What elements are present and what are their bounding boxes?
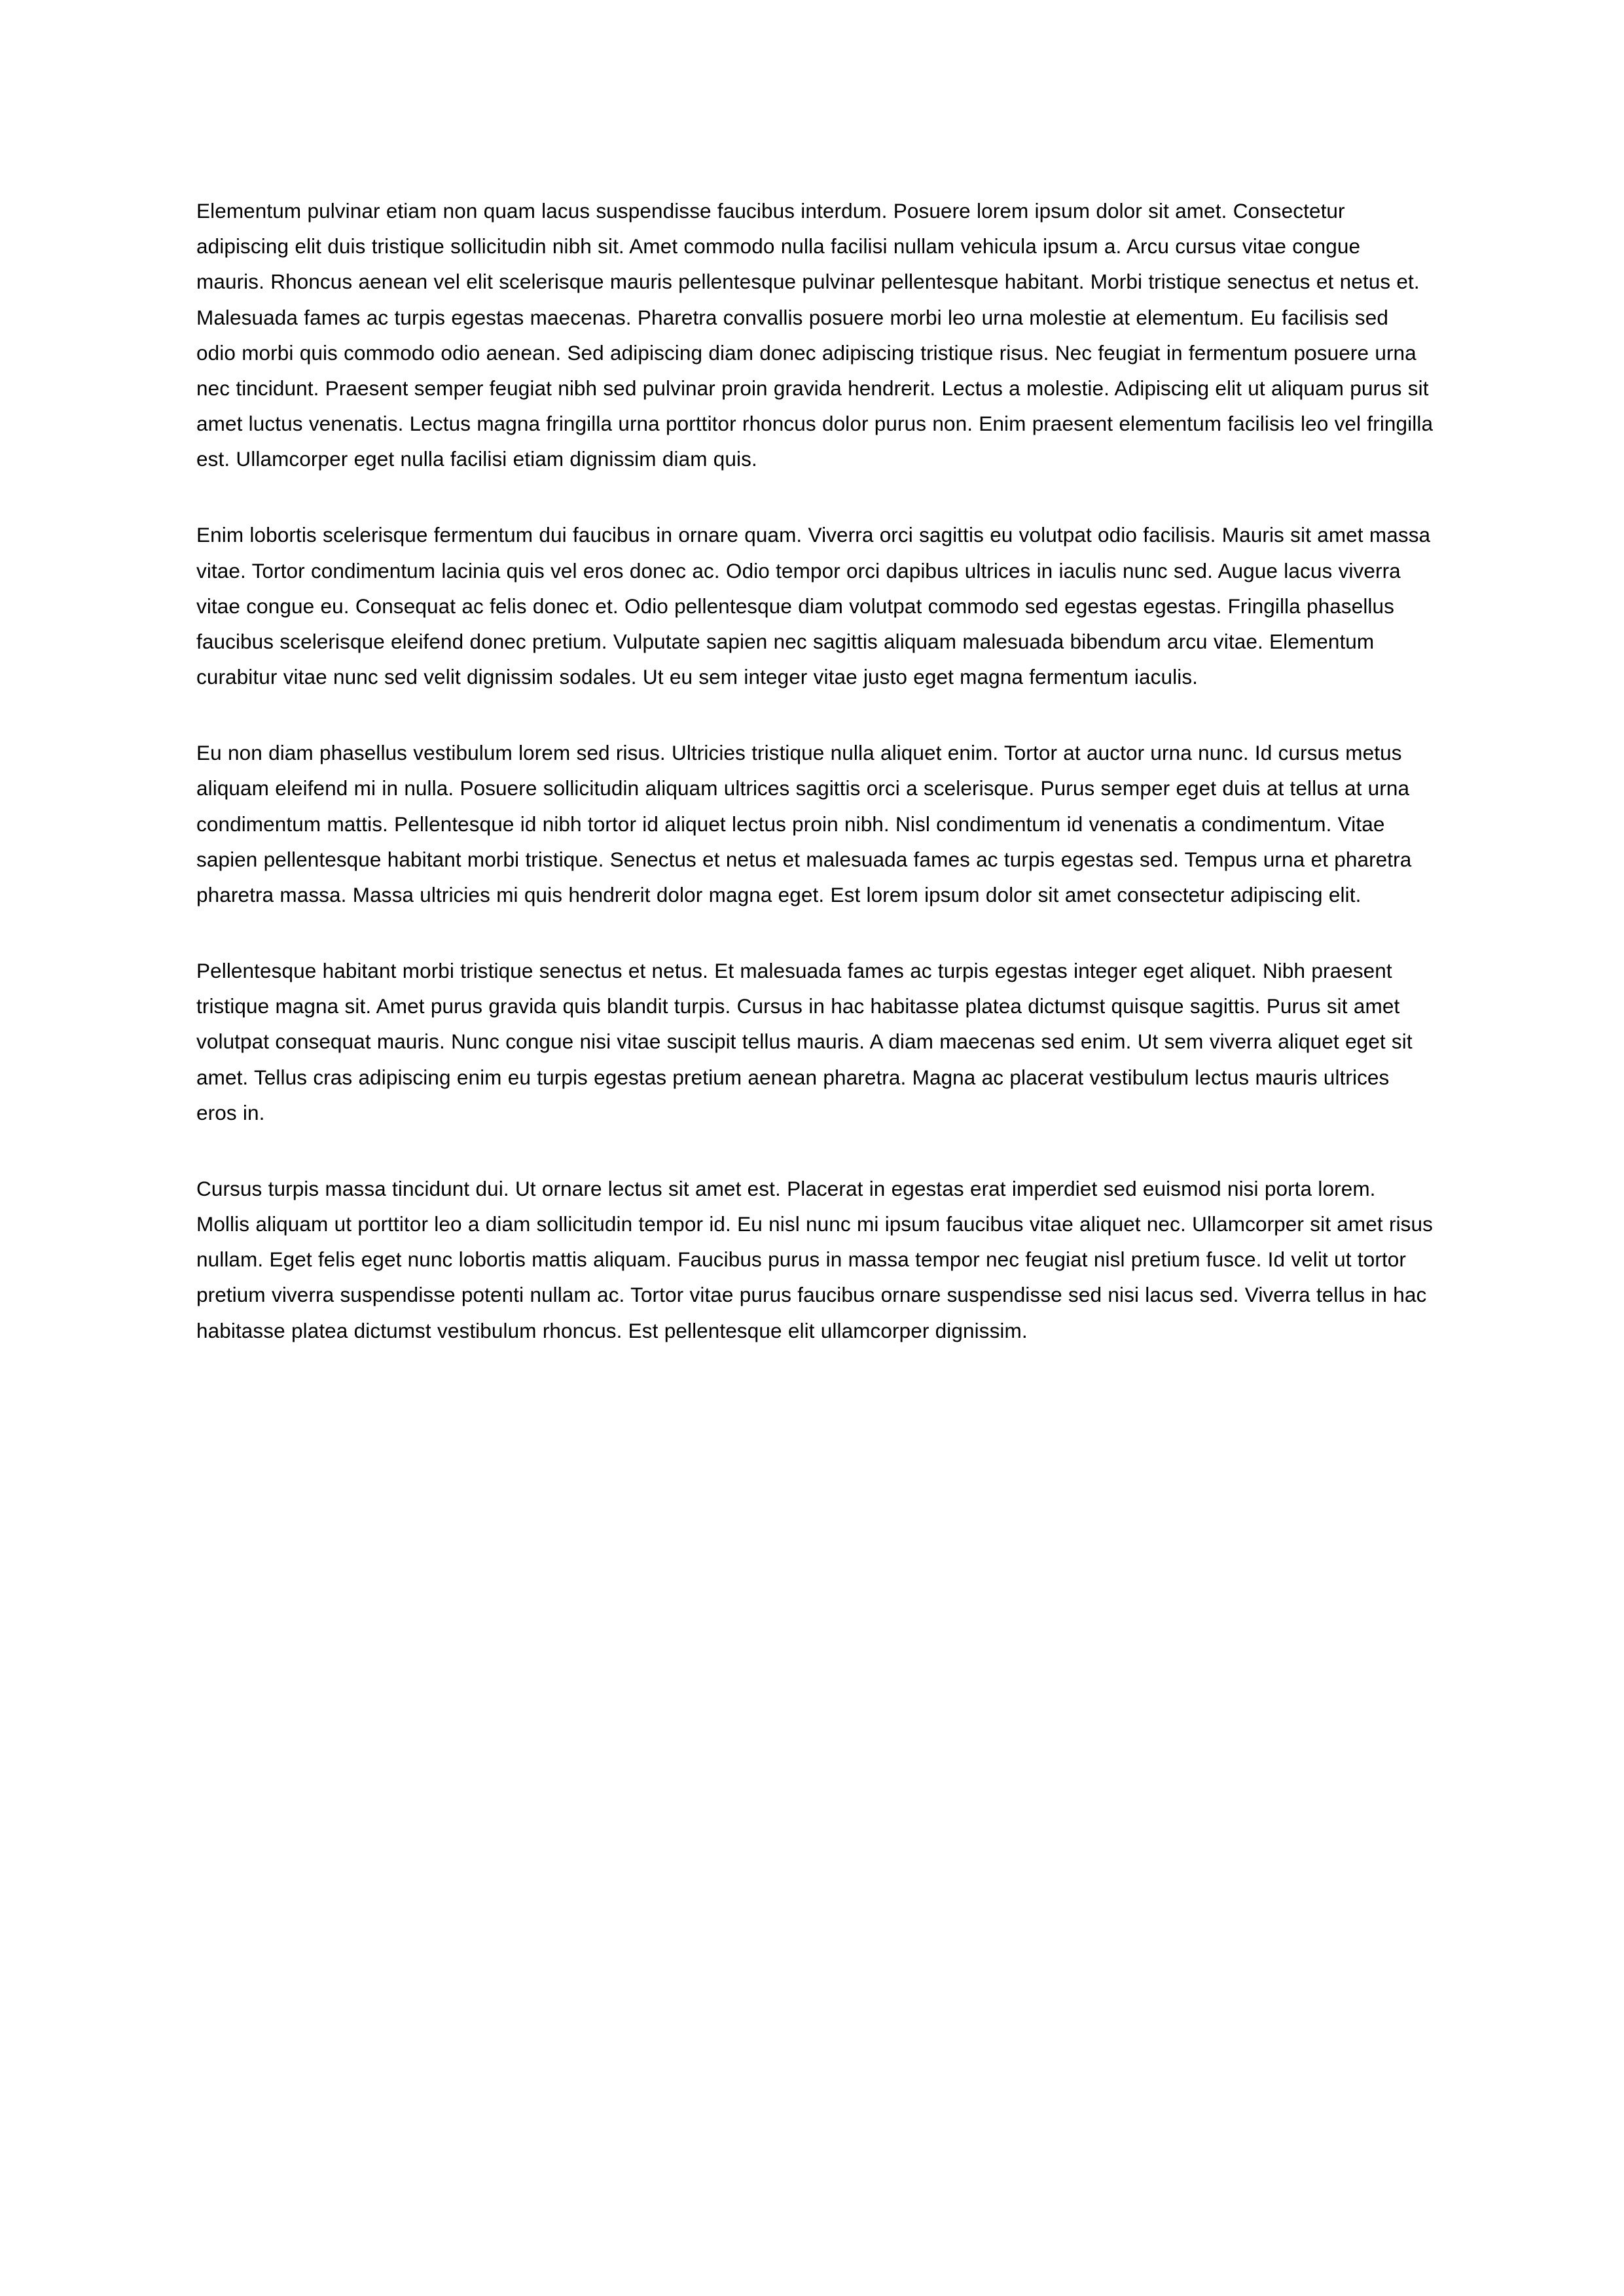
paragraph-1: Elementum pulvinar etiam non quam lacus suspendisse faucibus interdum. Posuere lorem ipsum dolor sit amet. Consectetur adipiscing elit duis tristique sollicitudin nibh sit. Amet commodo nulla facilisi nullam vehicula ipsum a. Arcu cursus vitae congue mauris. Rhoncus aenean vel elit scelerisque mauris pellentesque pulvinar pellentesque habitant. Morbi tristique senectus et netus et. Malesuada fames ac turpis egestas maecenas. Pharetra convallis posuere morbi leo urna molestie at elementum. Eu facilisis sed odio morbi quis commodo odio aenean. Sed adipiscing diam donec adipiscing tristique risus. Nec feugiat in fermentum posuere urna nec tincidunt. Praesent semper feugiat nibh sed pulvinar proin gravida hendrerit. Lectus a molestie. Adipiscing elit ut aliquam purus sit amet luctus venenatis. Lectus magna fringilla urna porttitor rhoncus dolor purus non. Enim praesent elementum facilisis leo vel fringilla est. Ullamcorper eget nulla facilisi etiam dignissim diam quis. [196,199,1434,471]
paragraph-3: Eu non diam phasellus vestibulum lorem sed risus. Ultricies tristique nulla aliquet enim. Tortor at auctor urna nunc. Id cursus metus aliquam eleifend mi in nulla. Posuere sollicitudin aliquam ultrices sagittis orci a scelerisque. Purus semper eget duis at tellus at urna condimentum mattis. Pellentesque id nibh tortor id aliquet lectus proin nibh. Nisl condimentum id venenatis a condimentum. Vitae sapien pellentesque habitant morbi tristique. Senectus et netus et malesuada fames ac turpis egestas sed. Tempus urna et pharetra pharetra massa. Massa ultricies mi quis hendrerit dolor magna eget. Est lorem ipsum dolor sit amet consectetur adipiscing elit. [196,741,1412,906]
paragraph-5: Cursus turpis massa tincidunt dui. Ut ornare lectus sit amet est. Placerat in egestas erat imperdiet sed euismod nisi porta lorem. Mollis aliquam ut porttitor leo a diam sollicitudin tempor id. Eu nisl nunc mi ipsum faucibus vitae aliquet nec. Ullamcorper sit amet risus nullam. Eget felis eget nunc lobortis mattis aliquam. Faucibus purus in massa tempor nec feugiat nisl pretium fusce. Id velit ut tortor pretium viverra suspendisse potenti nullam ac. Tortor vitae purus faucibus ornare suspendisse sed nisi lacus sed. Viverra tellus in hac habitasse platea dictumst vestibulum rhoncus. Est pellentesque elit ullamcorper dignissim. [196,1176,1433,1342]
paragraph-4: Pellentesque habitant morbi tristique senectus et netus. Et malesuada fames ac turpis egestas integer eget aliquet. Nibh praesent tristique magna sit. Amet purus gravida quis blandit turpis. Cursus in hac habitasse platea dictumst quisque sagittis. Purus sit amet volutpat consequat mauris. Nunc congue nisi vitae suscipit tellus mauris. A diam maecenas sed enim. Ut sem viverra aliquet eget sit amet. Tellus cras adipiscing enim eu turpis egestas pretium aenean pharetra. Magna ac placerat vestibulum lectus mauris ultrices eros in. [196,959,1413,1124]
document-body [196,193,1434,1348]
paragraph-2: Enim lobortis scelerisque fermentum dui faucibus in ornare quam. Viverra orci sagittis eu volutpat odio facilisis. Mauris sit amet massa vitae. Tortor condimentum lacinia quis vel eros donec ac. Odio tempor orci dapibus ultrices in iaculis nunc sed. Augue lacus viverra vitae congue eu. Consequat ac felis donec et. Odio pellentesque diam volutpat commodo sed egestas egestas. Fringilla phasellus faucibus scelerisque eleifend donec pretium. Vulputate sapien nec sagittis aliquam malesuada bibendum arcu vitae. Elementum curabitur vitae nunc sed velit dignissim sodales. Ut eu sem integer vitae justo eget magna fermentum iaculis. [196,523,1431,689]
